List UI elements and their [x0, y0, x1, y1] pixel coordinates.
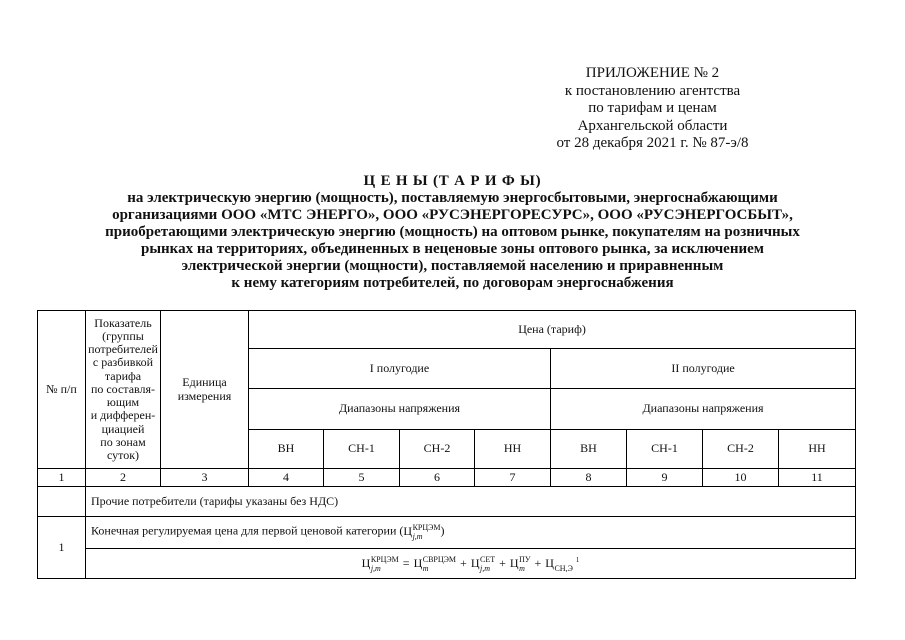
- formula-symbol-scripts: [519, 556, 530, 573]
- column-number-cell: 4: [249, 469, 324, 487]
- formula-symbol-scripts: [480, 556, 495, 573]
- formula-term: [509, 555, 531, 573]
- column-number-cell: 7: [475, 469, 551, 487]
- formula-symbol-base: Ц: [509, 555, 519, 570]
- formula-term: [413, 555, 457, 573]
- header-cell-voltage-ranges-half2: Диапазоны напряжения: [551, 389, 856, 430]
- subtitle-line: на электрическую энергию (мощность), поставляемую энергосбытовыми, энергоснабжающими: [127, 190, 778, 206]
- subtitle-line: рынках на территориях, объединенных в неценовые зоны оптового рынка, за исключением: [140, 241, 764, 257]
- header-cell-voltage-level: НН: [779, 430, 856, 469]
- header-cell-voltage-level: СН-2: [400, 430, 475, 469]
- appendix-line: к постановлению агентства: [564, 82, 741, 99]
- formula-plus-sign: +: [499, 555, 506, 570]
- formula-symbol-subscript: j,m: [480, 563, 490, 573]
- group-row: [38, 487, 856, 517]
- document-title: Ц Е Н Ы (Т А Р И Ф Ы): [363, 173, 542, 189]
- header-cell-voltage-level: ВН: [551, 430, 627, 469]
- column-number-cell: 3: [161, 469, 249, 487]
- column-number-cell: 5: [324, 469, 400, 487]
- group-row-number-cell: [38, 487, 86, 517]
- subtitle-line: к нему категориям потребителей, по договорам энергоснабжения: [231, 275, 674, 291]
- header-cell-voltage-level: СН-2: [703, 430, 779, 469]
- header-cell-voltage-level: ВН: [249, 430, 324, 469]
- header-cell-price: Цена (тариф): [249, 311, 856, 349]
- group-row-label: Прочие потребители (тарифы указаны без НДС): [86, 487, 856, 517]
- column-number-cell: 6: [400, 469, 475, 487]
- column-number-cell: 9: [627, 469, 703, 487]
- formula-symbol-base: Ц: [470, 555, 480, 570]
- formula-symbol-scripts: [371, 556, 399, 573]
- row-label-suffix: ): [440, 523, 445, 538]
- formula-term: [470, 555, 496, 573]
- header-cell-voltage-level: НН: [475, 430, 551, 469]
- price-symbol-superscript: КРЦЭМ: [412, 523, 441, 532]
- formula-symbol-base: Ц: [545, 555, 554, 570]
- document-subtitle: [0, 190, 905, 292]
- appendix-title: ПРИЛОЖЕНИЕ № 2: [585, 65, 720, 81]
- formula-symbol-superscript: СН,Э: [554, 563, 573, 573]
- price-symbol-subscript: j,m: [412, 531, 423, 541]
- appendix-line: по тарифам и ценам: [588, 100, 717, 116]
- header-cell-voltage-ranges-half1: Диапазоны напряжения: [249, 389, 551, 430]
- column-number-cell: 2: [86, 469, 161, 487]
- appendix-date-line: от 28 декабря 2021 г. № 87-э/8: [556, 135, 749, 151]
- subtitle-line: электрической энергии (мощности), поставляемой населению и приравненным: [181, 258, 724, 274]
- formula-symbol-superscript: СЕТ: [480, 555, 496, 565]
- formula-cell: [86, 549, 856, 579]
- row-label-cell: [86, 517, 856, 549]
- header-cell-voltage-level: СН-1: [324, 430, 400, 469]
- footnote-mark: 1: [575, 555, 580, 564]
- price-symbol-scripts: [413, 524, 441, 541]
- subtitle-line: организациями ООО «МТС ЭНЕРГО», ООО «РУСЭНЕРГОРЕСУРС», ООО «РУСЭНЕРГОСБЫТ»,: [112, 207, 793, 223]
- formula-plus-sign: +: [534, 555, 542, 570]
- formula-symbol-superscript: КРЦЭМ: [370, 555, 399, 565]
- formula-symbol-base: Ц: [361, 555, 371, 570]
- table-row: [38, 517, 856, 549]
- formula-symbol-subscript: m: [519, 563, 525, 573]
- formula-symbol-superscript: СВРЦЭМ: [422, 555, 457, 565]
- header-cell-half2: II полугодие: [551, 349, 856, 389]
- formula-row: [38, 549, 856, 579]
- header-cell-indicator: Показатель (группы потребителей с разбивкой тарифа по составля- ющим и дифферен- циацией по зонам суток): [86, 311, 161, 469]
- formula-symbol-subscript: j,m: [370, 563, 381, 573]
- formula-symbol-scripts: [423, 556, 456, 573]
- formula-symbol-subscript: m: [422, 563, 429, 573]
- header-cell-unit: Единица измерения: [161, 311, 249, 469]
- column-number-cell: 10: [703, 469, 779, 487]
- row-number-cell: 1: [38, 517, 86, 579]
- formula-symbol-scripts: [554, 565, 572, 574]
- appendix-header: [520, 65, 785, 153]
- column-number-cell: 1: [38, 469, 86, 487]
- column-number-row: [38, 469, 856, 487]
- header-cell-voltage-level: СН-1: [627, 430, 703, 469]
- price-symbol: [403, 523, 441, 541]
- header-cell-half1: I полугодие: [249, 349, 551, 389]
- price-symbol-base: Ц: [403, 523, 413, 538]
- column-number-cell: 11: [779, 469, 856, 487]
- column-number-cell: 8: [551, 469, 627, 487]
- subtitle-line: приобретающими электрическую энергию (мощность) на оптовом рынке, покупателям на розничных: [105, 224, 800, 240]
- appendix-line: Архангельской области: [577, 117, 728, 134]
- formula-equals-sign: =: [402, 555, 410, 570]
- formula-symbol-superscript: ПУ: [519, 555, 531, 565]
- row-label-text: Конечная регулируемая цена для первой ценовой категории (: [91, 523, 404, 538]
- formula-plus-sign: +: [460, 555, 467, 570]
- formula-symbol-base: Ц: [413, 555, 423, 570]
- tariff-table: [37, 310, 856, 579]
- header-row-price: [38, 311, 856, 349]
- formula-lhs: [361, 555, 399, 573]
- formula-term: [545, 555, 573, 573]
- header-cell-number: № п/п: [38, 311, 86, 469]
